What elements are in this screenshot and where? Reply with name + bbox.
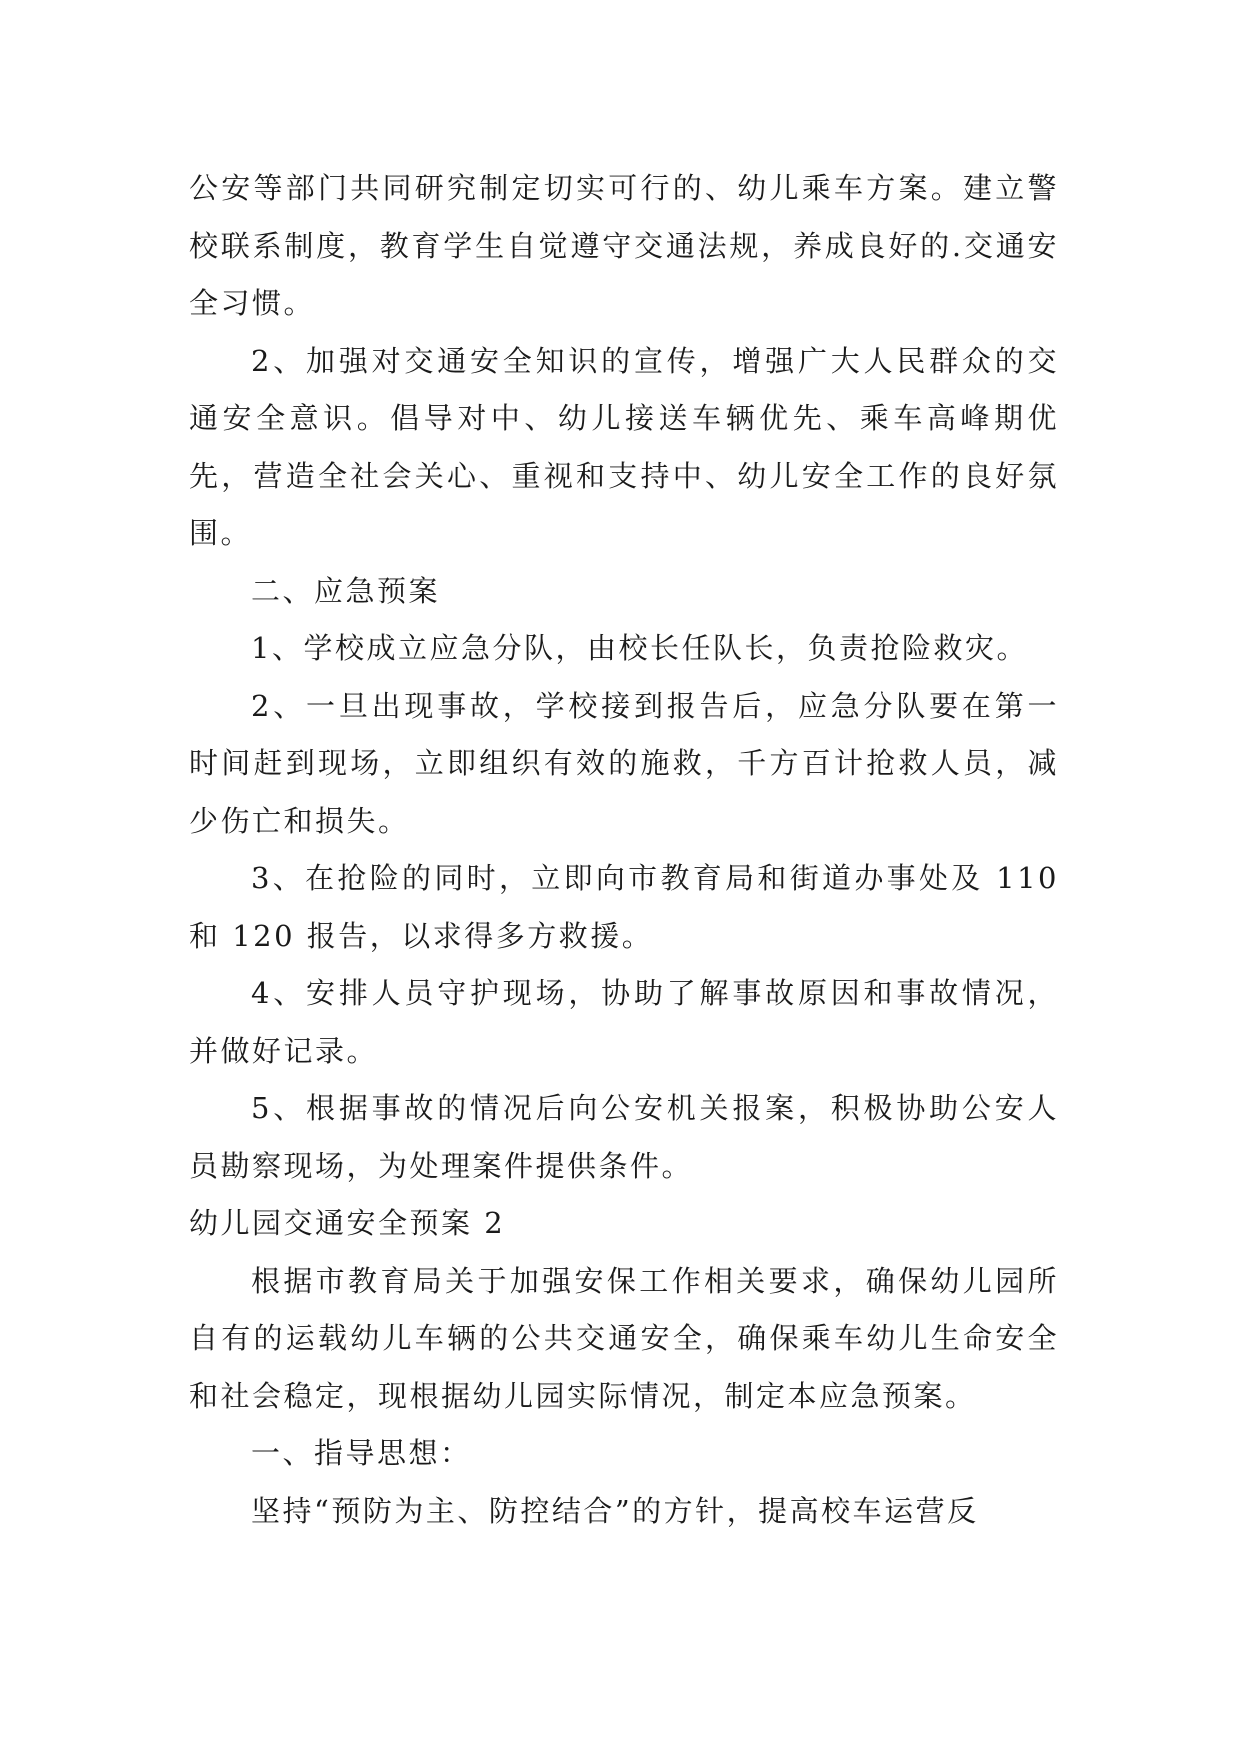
list-item-guard-scene: 4、安排人员守护现场，协助了解事故原因和事故情况，并做好记录。 — [189, 976, 1059, 1068]
list-item-accident-response: 2、一旦出现事故，学校接到报告后，应急分队要在第一时间赶到现场，立即组织有效的施救，千方百计抢救人员，减少伤亡和损失。 — [189, 688, 1059, 838]
list-item-police-report: 5、根据事故的情况后向公安机关报案，积极协助公安人员勘察现场，为处理案件提供条件。 — [189, 1091, 1059, 1183]
document-title-plan-2: 幼儿园交通安全预案 2 — [189, 1206, 506, 1240]
paragraph-safety-publicity: 2、加强对交通安全知识的宣传，增强广大人民群众的交通安全意识。倡导对中、幼儿接送车辆优先、乘车高峰期优先，营造全社会关心、重视和支持中、幼儿安全工作的良好氛围。 — [189, 343, 1059, 550]
section-heading-emergency-plan: 二、应急预案 — [251, 573, 441, 608]
section-heading-guiding-ideology: 一、指导思想： — [251, 1436, 472, 1470]
list-item-emergency-team: 1、学校成立应急分队，由校长任队长，负责抢险救灾。 — [251, 631, 1028, 665]
document-body — [189, 160, 1059, 1540]
paragraph-school-car-plan: 公安等部门共同研究制定切实可行的、幼儿乘车方案。建立警校联系制度，教育学生自觉遵守交通法规，养成良好的.交通安全习惯。 — [189, 171, 1059, 320]
paragraph-guiding-principle: 坚持“预防为主、防控结合”的方针，提高校车运营反 — [251, 1493, 979, 1528]
list-item-report: 3、在抢险的同时，立即向市教育局和街道办事处及 110 和 120 报告，以求得多方救援。 — [189, 861, 1059, 953]
paragraph-plan-basis: 根据市教育局关于加强安保工作相关要求，确保幼儿园所自有的运载幼儿车辆的公共交通安全，确保乘车幼儿生命安全和社会稳定，现根据幼儿园实际情况，制定本应急预案。 — [189, 1263, 1059, 1413]
